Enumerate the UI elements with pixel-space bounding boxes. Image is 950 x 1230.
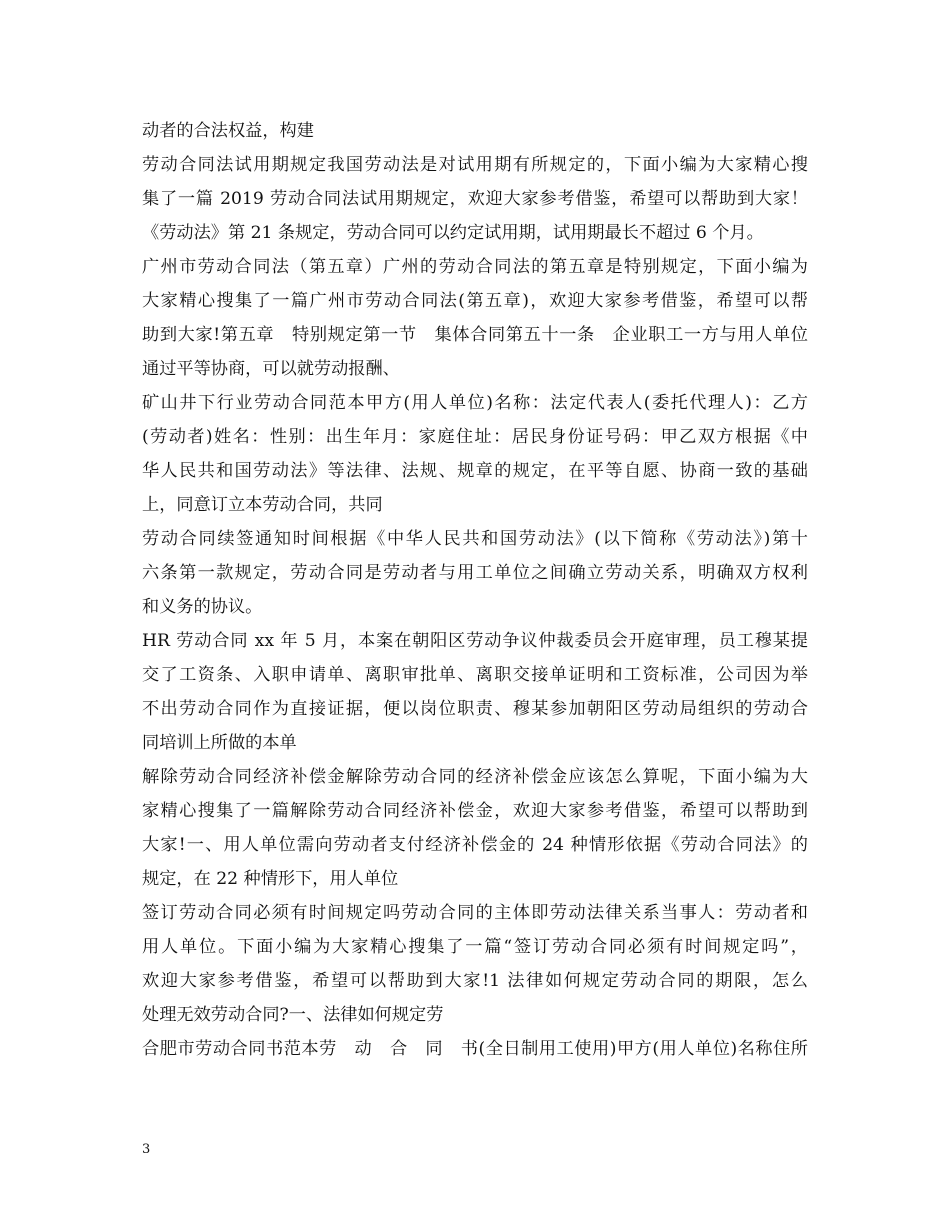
text-line: 动者的合法权益，构建 [142,121,314,141]
text-line: 上，同意订立本劳动合同，共同 [142,495,383,515]
text-line: 解除劳动合同经济补偿金解除劳动合同的经济补偿金应该怎么算呢，下面小编为大 [142,767,808,787]
text-line: 欢迎大家参考借鉴，希望可以帮助到大家!1 法律如何规定劳动合同的期限，怎么 [142,971,808,991]
text-line: 矿山井下行业劳动合同范本甲方(用人单位)名称：法定代表人(委托代理人)：乙方 [142,393,808,413]
text-line: (劳动者)姓名：性别：出生年月：家庭住址：居民身份证号码：甲乙双方根据《中 [142,427,808,447]
text-line: 大家精心搜集了一篇广州市劳动合同法(第五章)，欢迎大家参考借鉴，希望可以帮 [142,291,808,311]
text-line: 交了工资条、入职申请单、离职审批单、离职交接单证明和工资标准，公司因为举 [142,665,808,685]
text-line: 大家!一、用人单位需向劳动者支付经济补偿金的 24 种情形依据《劳动合同法》的 [142,835,808,855]
text-line: 六条第一款规定，劳动合同是劳动者与用工单位之间确立劳动关系，明确双方权利 [142,563,808,583]
text-line: 处理无效劳动合同?一、法律如何规定劳 [142,1005,444,1025]
text-line: 用人单位。下面小编为大家精心搜集了一篇“签订劳动合同必须有时间规定吗”， [142,937,808,957]
text-line: 集了一篇 2019 劳动合同法试用期规定，欢迎大家参考借鉴，希望可以帮助到大家！ [142,189,808,209]
text-line: 合肥市劳动合同书范本劳 动 合 同 书(全日制用工使用)甲方(用人单位)名称住所 [142,1039,808,1059]
text-line: 同培训上所做的本单 [142,733,297,753]
text-line: 和义务的协议。 [142,597,263,617]
text-line: 劳动合同法试用期规定我国劳动法是对试用期有所规定的，下面小编为大家精心搜 [142,155,808,175]
page-number: 3 [142,1142,151,1157]
text-line: 不出劳动合同作为直接证据，便以岗位职责、穆某参加朝阳区劳动局组织的劳动合 [142,699,808,719]
text-line: 《劳动法》第 21 条规定，劳动合同可以约定试用期，试用期最长不超过 6 个月。 [142,223,764,243]
text-line: 劳动合同续签通知时间根据《中华人民共和国劳动法》(以下简称《劳动法》)第十 [142,529,808,549]
text-line: 规定，在 22 种情形下，用人单位 [142,869,399,889]
text-line: 广州市劳动合同法（第五章）广州的劳动合同法的第五章是特别规定，下面小编为 [142,257,808,277]
text-line: 华人民共和国劳动法》等法律、法规、规章的规定，在平等自愿、协商一致的基础 [142,461,808,481]
body-text [142,114,808,1066]
text-line: 家精心搜集了一篇解除劳动合同经济补偿金，欢迎大家参考借鉴，希望可以帮助到 [142,801,808,821]
text-line: 通过平等协商，可以就劳动报酬、 [142,359,400,379]
text-line: HR 劳动合同 xx 年 5 月，本案在朝阳区劳动争议仲裁委员会开庭审理，员工穆某提 [142,631,808,651]
text-line: 签订劳动合同必须有时间规定吗劳动合同的主体即劳动法律关系当事人：劳动者和 [142,903,808,923]
text-line: 助到大家!第五章 特别规定第一节 集体合同第五十一条 企业职工一方与用人单位 [142,325,808,345]
